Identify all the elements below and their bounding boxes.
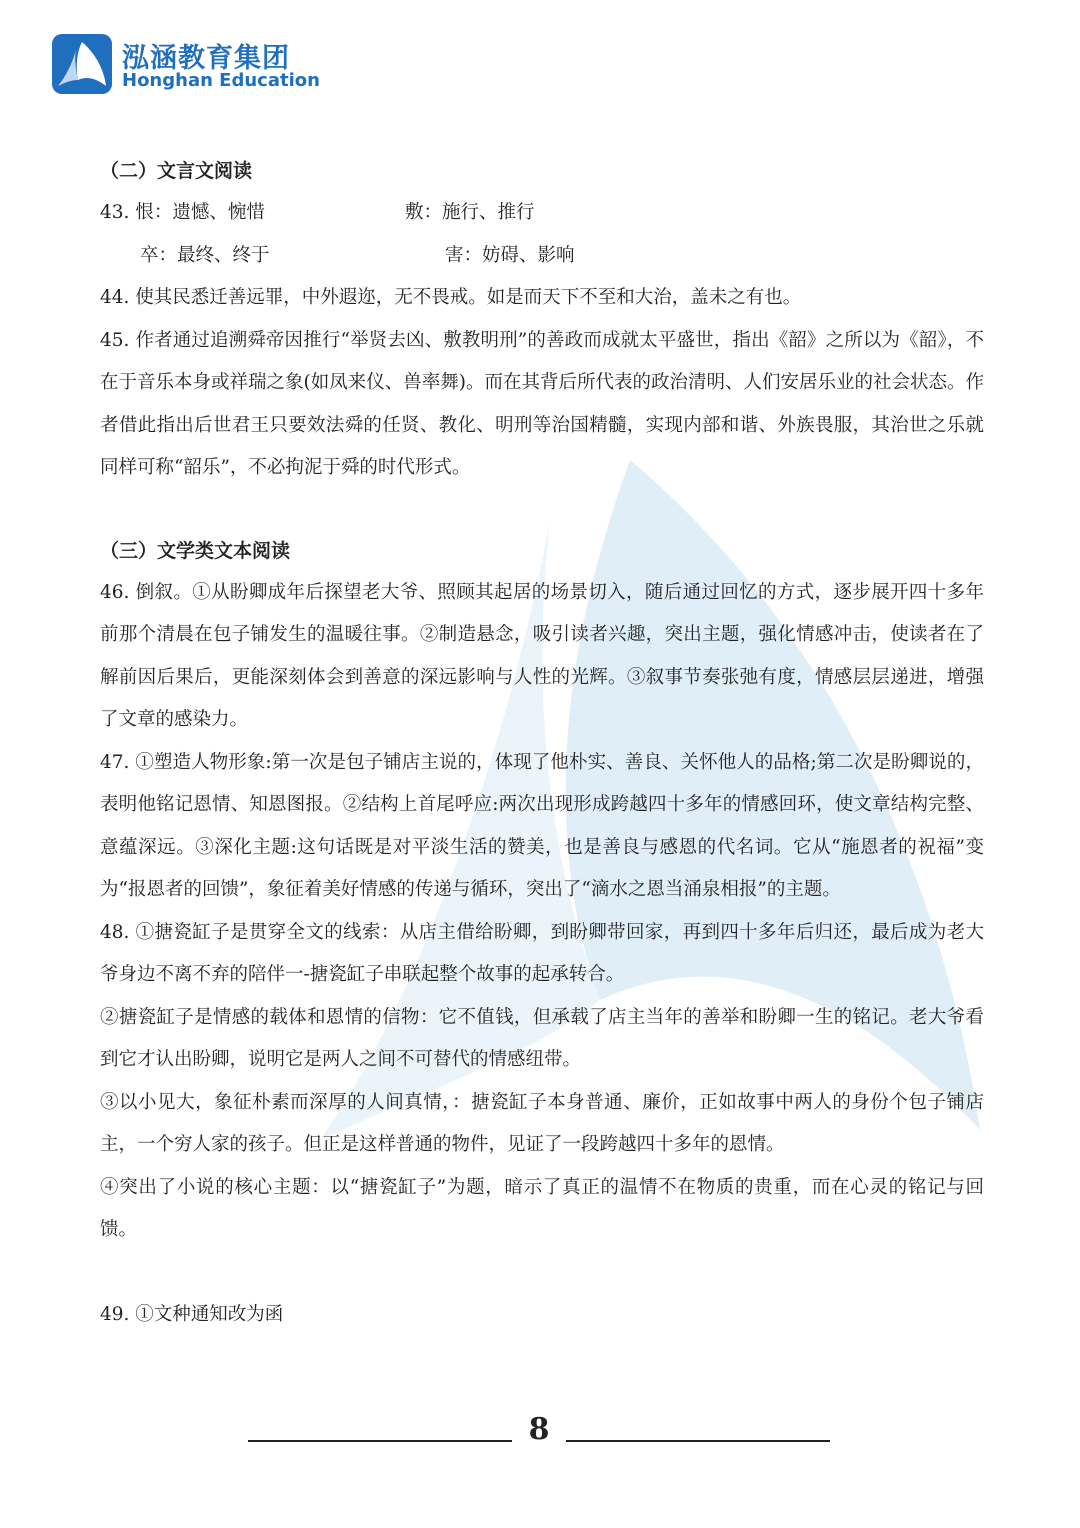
q48-point-4: ④突出了小说的核心主题：以“搪瓷缸子”为题，暗示了真正的温情不在物质的贵重，而在心灵的铭记与回馈。 xyxy=(100,1176,984,1240)
q43-answer-a: 恨：遗憾、惋惜 xyxy=(135,202,265,223)
q43-answer-b: 敷：施行、推行 xyxy=(405,202,535,223)
footer-rule-left xyxy=(248,1440,512,1442)
page-number: 8 xyxy=(528,1412,550,1447)
q43-answer-d: 害：妨碍、影响 xyxy=(445,244,575,266)
sail-fin-logo-icon xyxy=(52,34,112,94)
logo-chinese-name: 泓涵教育集团 xyxy=(122,43,290,74)
q43-row-2 xyxy=(100,235,984,278)
q45-answer: 45. 作者通过追溯舜帝因推行“举贤去凶、敷教明刑”的善政而成就太平盛世，指出《韶》之所以为《韶》，不在于音乐本身或祥瑞之象(如凤来仪、兽率舞)。而在其背后所代表的政治清明、人们安居乐业的社会状态。作者借此指出后世君王只要效法舜的任贤、教化、明刑等治国精髓，实现内部和谐、外族畏服，其治世之乐就同样可称“韶乐”，不必拘泥于舜的时代形式。 xyxy=(100,329,984,478)
q43-answer-c: 卒：最终、终于 xyxy=(140,244,270,266)
section-title-classical-chinese: （二）文言文阅读 xyxy=(100,160,253,182)
q43-number: 43. xyxy=(100,202,130,223)
q46-answer: 46. 倒叙。①从盼卿成年后探望老大爷、照顾其起居的场景切入，随后通过回忆的方式，逐步展开四十多年前那个清晨在包子铺发生的温暖往事。②制造悬念，吸引读者兴趣，突出主题，强化情感冲击，使读者在了解前因后果后，更能深刻体会到善意的深远影响与人性的光辉。③叙事节奏张弛有度，情感层层递进，增强了文章的感染力。 xyxy=(100,581,984,730)
answer-content xyxy=(100,150,984,1336)
brand-logo xyxy=(52,34,320,94)
q44-answer: 44. 使其民悉迁善远罪，中外遐迩，无不畏戒。如是而天下不至和大治，盖未之有也。 xyxy=(100,287,802,308)
logo-english-name: Honghan Education xyxy=(122,70,320,91)
section-title-literary-text: （三）文学类文本阅读 xyxy=(100,539,291,562)
q49-answer: 49. ①文种通知改为函 xyxy=(100,1303,284,1325)
footer-rule-right xyxy=(566,1440,830,1442)
q43-row-1 xyxy=(100,192,984,235)
q47-answer: 47. ①塑造人物形象:第一次是包子铺店主说的，体现了他朴实、善良、关怀他人的品格;第二次是盼卿说的，表明他铭记恩情、知恩图报。②结构上首尾呼应:两次出现形成跨越四十多年的情感回环，使文章结构完整、意蕴深远。③深化主题:这句话既是对平淡生活的赞美，也是善良与感恩的代名词。它从“施恩者的祝福”变为“报恩者的回馈”，象征着美好情感的传递与循环，突出了“滴水之恩当涌泉相报”的主题。 xyxy=(100,751,984,900)
q48-point-3: ③以小见大，象征朴素而深厚的人间真情，：搪瓷缸子本身普通、廉价，正如故事中两人的身份个包子铺店主，一个穷人家的孩子。但正是这样普通的物件，见证了一段跨越四十多年的恩情。 xyxy=(100,1091,984,1155)
page-footer xyxy=(0,1412,1080,1462)
q48-point-2: ②搪瓷缸子是情感的载体和恩情的信物：它不值钱，但承载了店主当年的善举和盼卿一生的铭记。老大爷看到它才认出盼卿，说明它是两人之间不可替代的情感纽带。 xyxy=(100,1006,984,1070)
q48-point-1: 48. ①搪瓷缸子是贯穿全文的线索：从店主借给盼卿，到盼卿带回家，再到四十多年后归还，最后成为老大爷身边不离不弃的陪伴一-搪瓷缸子串联起整个故事的起承转合。 xyxy=(100,921,984,985)
